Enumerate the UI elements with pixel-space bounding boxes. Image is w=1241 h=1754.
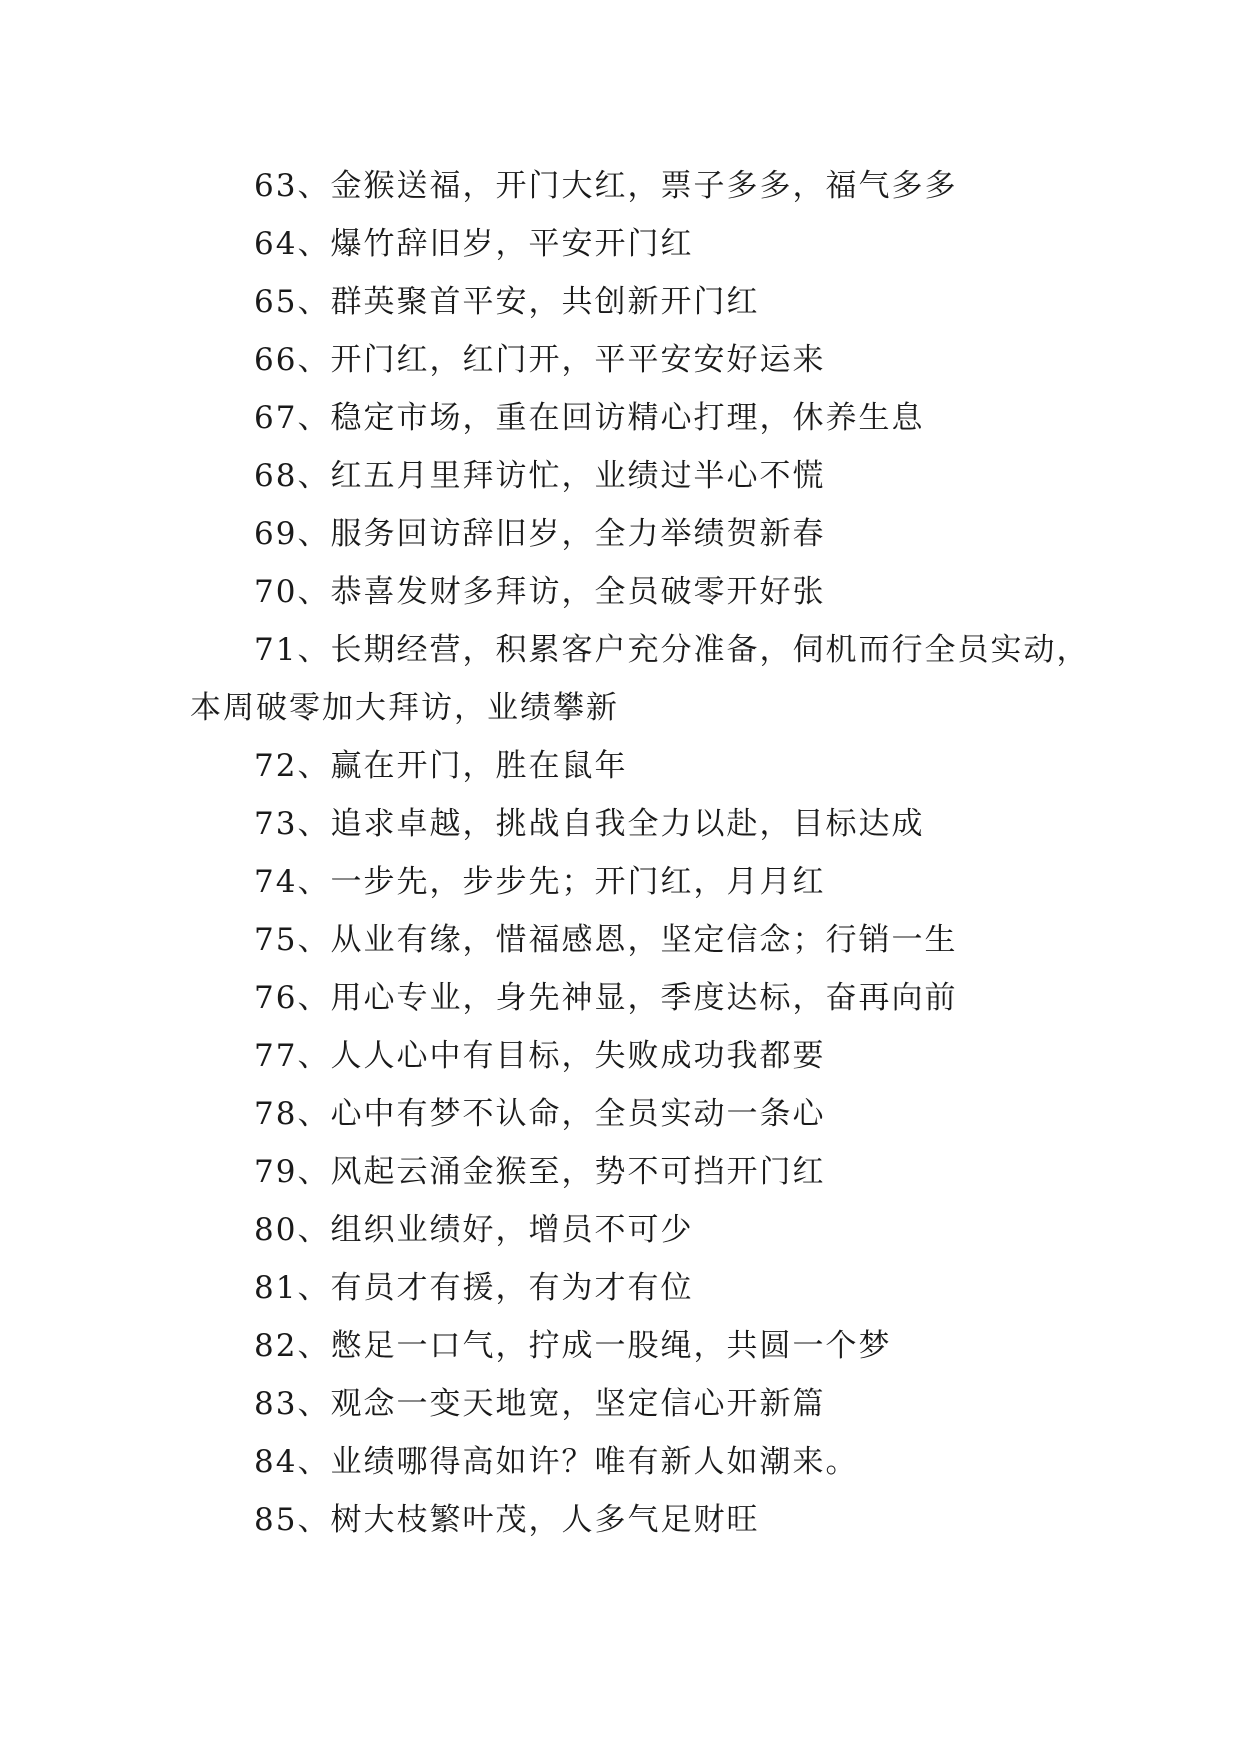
slogan-70: 70、恭喜发财多拜访，全员破零开好张 — [254, 574, 826, 610]
slogan-73: 73、追求卓越，挑战自我全力以赴，目标达成 — [254, 806, 925, 842]
slogan-79: 79、风起云涌金猴至，势不可挡开门红 — [254, 1154, 826, 1190]
slogan-85: 85、树大枝繁叶茂，人多气足财旺 — [254, 1502, 760, 1538]
slogan-68: 68、红五月里拜访忙，业绩过半心不慌 — [254, 458, 826, 494]
slogan-66: 66、开门红，红门开，平平安安好运来 — [254, 342, 826, 378]
slogan-78: 78、心中有梦不认命，全员实动一条心 — [254, 1096, 826, 1132]
slogan-76: 76、用心专业，身先神显，季度达标，奋再向前 — [254, 980, 958, 1016]
slogan-71-continued: 本周破零加大拜访，业绩攀新 — [190, 690, 619, 726]
slogan-67: 67、稳定市场，重在回访精心打理，休养生息 — [254, 400, 925, 436]
slogan-71: 71、长期经营，积累客户充分准备，伺机而行全员实动， — [254, 632, 1090, 668]
slogan-64: 64、爆竹辞旧岁，平安开门红 — [254, 226, 694, 262]
slogan-77: 77、人人心中有目标，失败成功我都要 — [254, 1038, 826, 1074]
slogan-65: 65、群英聚首平安，共创新开门红 — [254, 284, 760, 320]
slogan-75: 75、从业有缘，惜福感恩，坚定信念；行销一生 — [254, 922, 958, 958]
slogan-84: 84、业绩哪得高如许？唯有新人如潮来。 — [254, 1444, 859, 1480]
slogan-83: 83、观念一变天地宽，坚定信心开新篇 — [254, 1386, 826, 1422]
slogan-list — [190, 157, 1090, 1549]
slogan-63: 63、金猴送福，开门大红，票子多多，福气多多 — [254, 168, 958, 204]
slogan-80: 80、组织业绩好，增员不可少 — [254, 1212, 694, 1248]
slogan-72: 72、赢在开门，胜在鼠年 — [254, 748, 628, 784]
slogan-74: 74、一步先，步步先；开门红，月月红 — [254, 864, 826, 900]
slogan-69: 69、服务回访辞旧岁，全力举绩贺新春 — [254, 516, 826, 552]
slogan-82: 82、憋足一口气，拧成一股绳，共圆一个梦 — [254, 1328, 892, 1364]
slogan-81: 81、有员才有援，有为才有位 — [254, 1270, 694, 1306]
